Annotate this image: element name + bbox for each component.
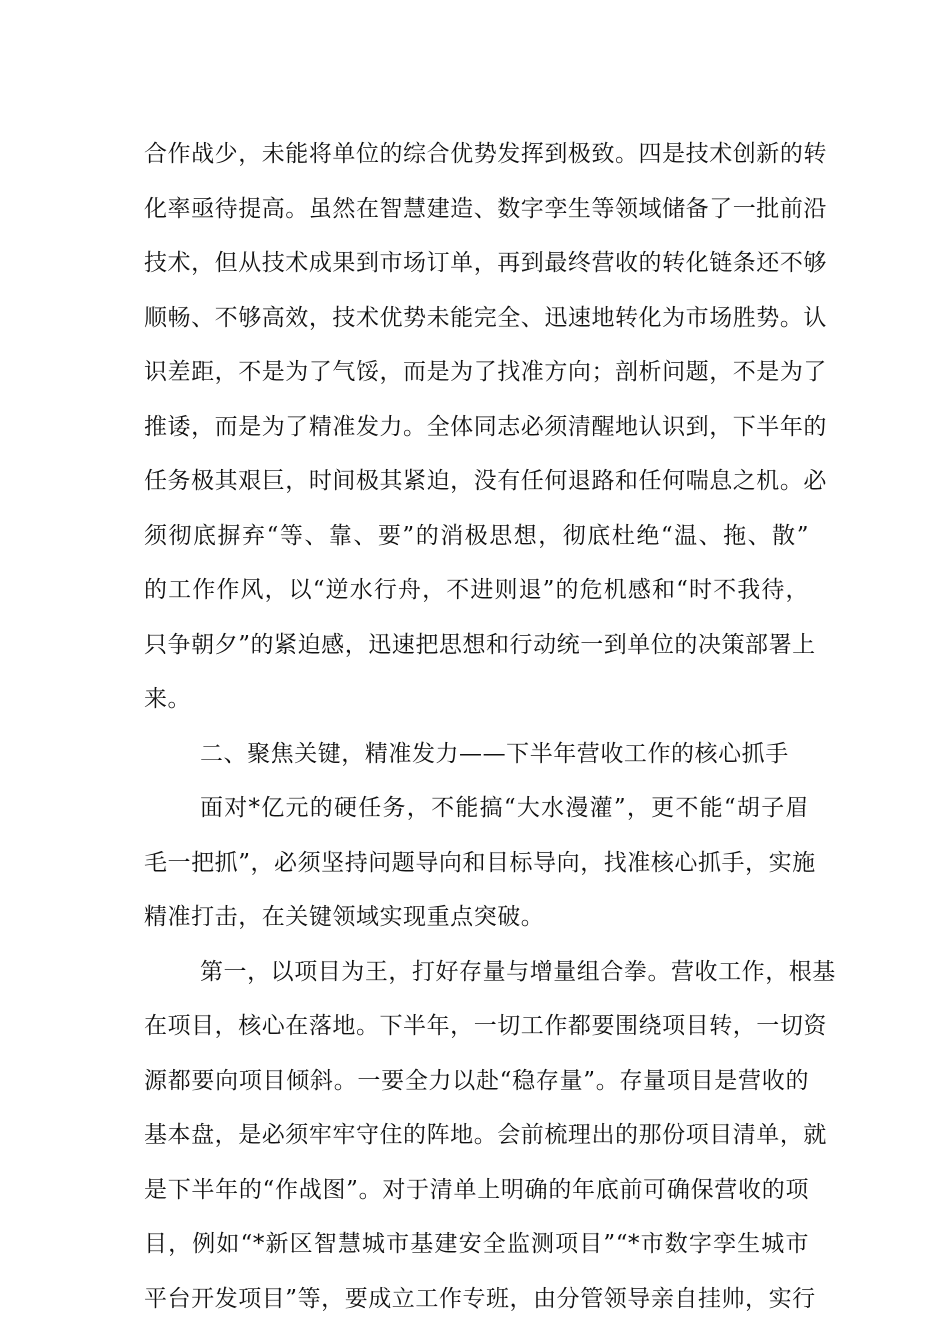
text-line: 精准打击，在关键领域实现重点突破。	[144, 904, 545, 930]
text-line: 目，例如“*新区智慧城市基建安全监测项目”“*市数字孪生城市	[144, 1231, 809, 1257]
text-line: 是下半年的“作战图”。对于清单上明确的年底前可确保营收的项	[144, 1176, 809, 1203]
text-line: 化率亟待提高。虽然在智慧建造、数字孪生等领域储备了一批前沿	[144, 195, 827, 222]
text-line: 合作战少，未能将单位的综合优势发挥到极致。四是技术创新的转	[144, 141, 827, 167]
text-line: 须彻底摒弃“等、靠、要”的消极思想，彻底杜绝“温、拖、散”	[144, 522, 809, 549]
text-line: 推诿，而是为了精准发力。全体同志必须清醒地认识到，下半年的	[144, 413, 827, 440]
text-line: 平台开发项目”等，要成立工作专班，由分管领导亲自挂帅，实行	[144, 1285, 816, 1312]
text-line: 技术，但从技术成果到市场订单，再到最终营收的转化链条还不够	[144, 250, 827, 276]
text-line: 的工作作风，以“逆水行舟，不进则退”的危机感和“时不我待，	[144, 577, 809, 603]
text-line: 顺畅、不够高效，技术优势未能完全、迅速地转化为市场胜势。认	[144, 304, 827, 331]
text-line: 任务极其艰巨，时间极其紧迫，没有任何退路和任何喘息之机。必	[144, 468, 827, 494]
text-line: 第一，以项目为王，打好存量与增量组合拳。营收工作，根基	[200, 958, 836, 985]
text-line: 源都要向项目倾斜。一要全力以赴“稳存量”。存量项目是营收的	[144, 1067, 809, 1094]
text-line: 基本盘，是必须牢牢守住的阵地。会前梳理出的那份项目清单，就	[144, 1122, 827, 1148]
section-heading: 二、聚焦关键，精准发力——下半年营收工作的核心抓手	[200, 740, 789, 767]
text-line: 毛一把抓”，必须坚持问题导向和目标导向，找准核心抓手，实施	[144, 849, 816, 876]
text-line: 来。	[144, 686, 192, 712]
text-line: 在项目，核心在落地。下半年，一切工作都要围绕项目转，一切资	[144, 1013, 827, 1039]
text-line: 识差距，不是为了气馁，而是为了找准方向；剖析问题，不是为了	[144, 359, 827, 385]
text-line: 面对*亿元的硬任务，不能搞“大水漫灌”，更不能“胡子眉	[200, 795, 809, 821]
text-line: 只争朝夕”的紧迫感，迅速把思想和行动统一到单位的决策部署上	[144, 631, 816, 658]
body-text	[144, 127, 836, 1326]
